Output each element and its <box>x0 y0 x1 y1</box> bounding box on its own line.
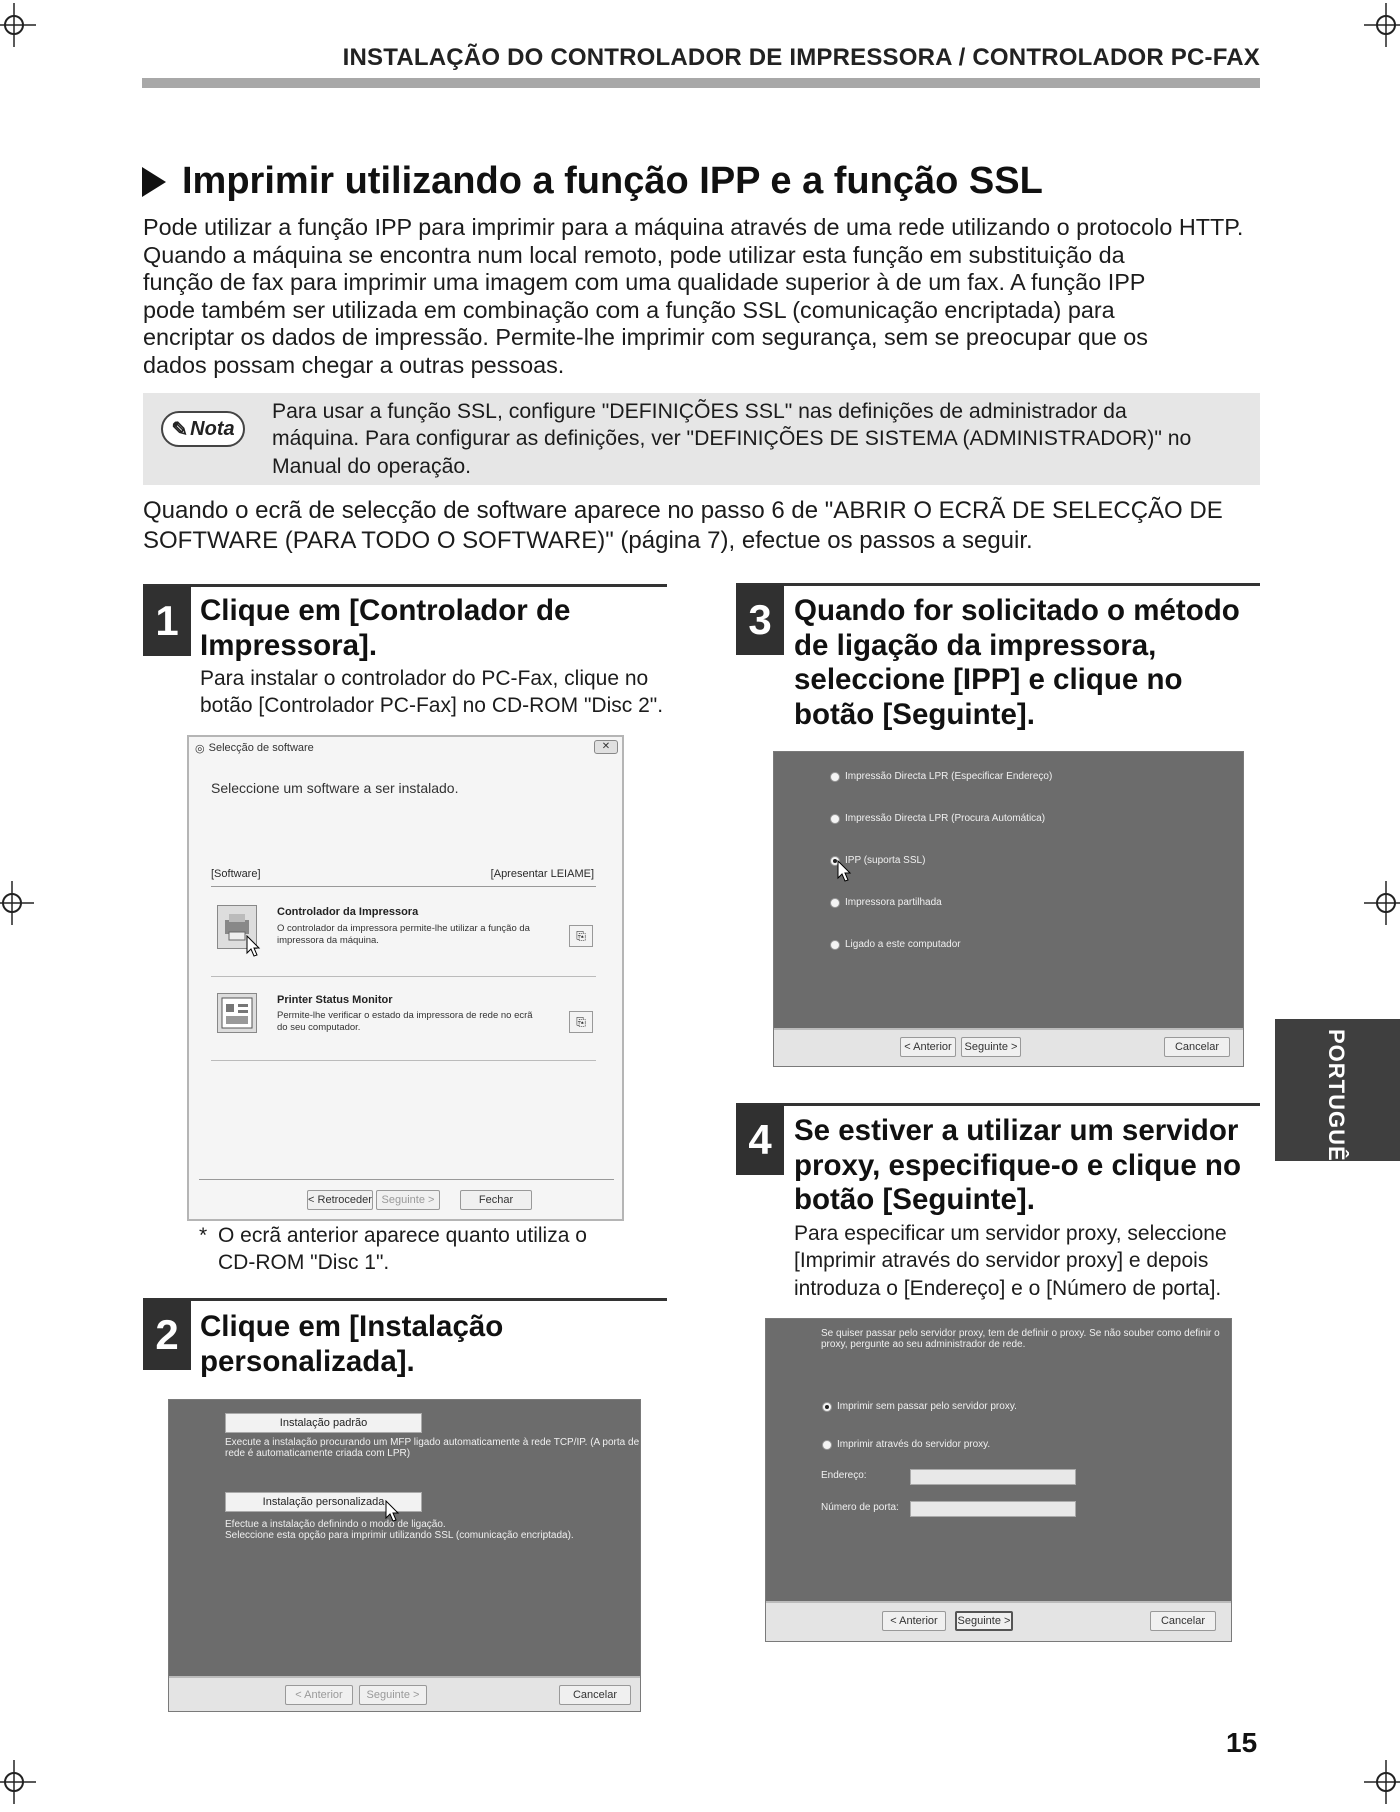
step-title-line: Se estiver a utilizar um servidor <box>794 1114 1239 1147</box>
step-title-line: personalizada]. <box>200 1344 415 1378</box>
note-text <box>272 398 1252 480</box>
previous-button: < Anterior <box>285 1685 353 1705</box>
crop-mark-icon <box>1364 1760 1400 1804</box>
step-rule <box>736 583 1260 586</box>
step-number: 3 <box>736 585 784 655</box>
lead-line: Quando o ecrã de selecção de software aparece no passo 6 de "ABRIR O ECRÃ DE SELECÇÃO DE <box>143 497 1223 524</box>
option-label: Impressão Directa LPR (Especificar Endereço) <box>845 771 1053 782</box>
step-4-title <box>794 1114 1241 1218</box>
radio-local[interactable] <box>830 940 840 950</box>
previous-button[interactable]: < Anterior <box>900 1037 956 1057</box>
step-1-title <box>200 594 570 663</box>
step-number: 4 <box>736 1105 784 1175</box>
intro-line: função de fax para imprimir uma imagem com uma qualidade superior à de um fax. A função IPP <box>143 269 1146 296</box>
proxy-info <box>821 1328 1220 1350</box>
step-desc-line: introduza o [Endereço] e o [Número de porta]. <box>794 1276 1222 1300</box>
note-line: Manual do operação. <box>272 454 472 478</box>
readme-button[interactable]: ⎘ <box>569 1011 593 1033</box>
step-3-title <box>794 594 1240 732</box>
option-label: Imprimir sem passar pelo servidor proxy. <box>837 1401 1017 1412</box>
printer-driver-title[interactable]: Controlador da Impressora <box>277 906 419 918</box>
intro-line: encriptar os dados de impressão. Permite-lhe imprimir com segurança, sem se preocupar que os <box>143 324 1148 351</box>
info-line: proxy, pergunte ao seu administrador de rede. <box>821 1339 1026 1350</box>
step-title-line: proxy, especifique-o e clique no <box>794 1148 1241 1182</box>
crop-mark-icon <box>1364 881 1400 925</box>
cancel-button[interactable]: Cancelar <box>1150 1611 1216 1631</box>
step-title-line: Clique em [Instalação <box>200 1310 504 1343</box>
step-number: 1 <box>143 586 191 656</box>
step-desc-line: Para instalar o controlador do PC-Fax, clique no <box>200 667 649 690</box>
button-bar <box>169 1676 640 1712</box>
status-monitor-desc <box>277 1010 533 1034</box>
triangle-bullet-icon <box>142 167 166 197</box>
radio-use-proxy[interactable] <box>822 1440 832 1450</box>
mouse-cursor-icon <box>837 860 853 884</box>
software-selection-window <box>187 735 624 1221</box>
desc-line: Seleccione esta opção para imprimir utilizando SSL (comunicação encriptada). <box>225 1530 574 1541</box>
language-tab-label: PORTUGUÊS <box>1324 1029 1349 1178</box>
port-field[interactable] <box>910 1501 1076 1517</box>
next-button: Seguinte > <box>376 1190 440 1210</box>
footnote-line: O ecrã anterior aparece quanto utiliza o <box>218 1224 587 1247</box>
cancel-button[interactable]: Cancelar <box>1164 1037 1230 1057</box>
note-badge <box>161 411 245 447</box>
footnote-line: CD-ROM "Disc 1". <box>218 1251 390 1275</box>
cd-icon: ◎ <box>195 742 205 755</box>
language-tab <box>1275 1019 1400 1178</box>
radio-no-proxy[interactable] <box>822 1402 832 1412</box>
step-title-line: Clique em [Controlador de <box>200 594 571 627</box>
readme-button[interactable]: ⎘ <box>569 925 593 947</box>
address-field[interactable] <box>910 1469 1076 1485</box>
step-rule <box>143 1298 667 1301</box>
intro-paragraph <box>143 214 1243 380</box>
desc-line: do seu computador. <box>277 1022 361 1033</box>
crop-mark-icon <box>0 1760 36 1804</box>
desc-line: Efectue a instalação definindo o modo de ligação. <box>225 1519 446 1530</box>
desc-line: O controlador da impressora permite-lhe utilizar a função da <box>277 923 530 934</box>
step-rule <box>143 584 667 587</box>
intro-line: pode também ser utilizada em combinação com a função SSL (comunicação encriptada) para <box>143 296 1115 323</box>
window-titlebar <box>189 737 622 759</box>
software-column-header: [Software] <box>211 868 261 880</box>
section-heading <box>142 160 1043 203</box>
radio-shared[interactable] <box>830 898 840 908</box>
step-number: 2 <box>143 1300 191 1370</box>
lead-line: SOFTWARE (PARA TODO O SOFTWARE)" (página 7), efectue os passos a seguir. <box>143 526 1033 554</box>
divider <box>211 1060 596 1061</box>
window-title: Selecção de software <box>208 742 314 754</box>
standard-install-button[interactable]: Instalação padrão <box>225 1413 422 1433</box>
option-label: Ligado a este computador <box>845 939 961 950</box>
step-title-line: Impressora]. <box>200 628 378 662</box>
divider <box>211 976 596 977</box>
desc-line: impressora da máquina. <box>277 935 379 946</box>
step-title-line: seleccione [IPP] e clique no <box>794 663 1183 696</box>
section-title: Imprimir utilizando a função IPP e a função SSL <box>182 160 1043 202</box>
step-desc-line: [Imprimir através do servidor proxy] e depois <box>794 1249 1209 1273</box>
step-rule <box>736 1103 1260 1106</box>
intro-line: Quando a máquina se encontra num local remoto, pode utilizar esta função em substituição da <box>143 241 1125 268</box>
crop-mark-icon <box>1364 3 1400 47</box>
page-number: 15 <box>1226 1727 1258 1758</box>
header-rule <box>142 78 1260 88</box>
step-desc-line: botão [Controlador PC-Fax] no CD-ROM "Disc 2". <box>200 694 664 718</box>
step-title-line: botão [Seguinte]. <box>794 697 1035 731</box>
lead-paragraph <box>143 496 1223 555</box>
step-2-title <box>200 1310 503 1379</box>
step-title-line: de ligação da impressora, <box>794 628 1157 662</box>
info-line: Se quiser passar pelo servidor proxy, tem de definir o proxy. Se não souber como definir o <box>821 1328 1220 1339</box>
crop-mark-icon <box>0 3 36 47</box>
next-button: Seguinte > <box>359 1685 427 1705</box>
pencil-icon: ✎ <box>171 418 189 441</box>
crop-mark-icon <box>0 881 34 925</box>
step-desc-line: Para especificar um servidor proxy, seleccione <box>794 1222 1227 1245</box>
note-box <box>143 393 1260 485</box>
divider <box>211 886 596 887</box>
connection-method-window <box>773 751 1244 1067</box>
footnote-mark: * <box>199 1224 208 1247</box>
desc-line: Permite-lhe verificar o estado da impressora de rede no ecrã <box>277 1010 533 1021</box>
radio-lpr-address[interactable] <box>830 772 840 782</box>
desc-line: Execute a instalação procurando um MFP ligado automaticamente à rede TCP/IP. (A porta de <box>225 1437 640 1448</box>
intro-line: Pode utilizar a função IPP para imprimir para a máquina através de uma rede utilizando o protocolo HTTP. <box>143 214 1244 240</box>
cancel-button[interactable]: Cancelar <box>559 1685 631 1705</box>
status-monitor-title[interactable]: Printer Status Monitor <box>277 994 393 1006</box>
mouse-cursor-icon <box>246 935 262 959</box>
back-button[interactable]: < Retroceder <box>307 1190 373 1210</box>
option-label: IPP (suporta SSL) <box>845 855 926 866</box>
step-title-line: Quando for solicitado o método <box>794 594 1240 627</box>
radio-lpr-auto[interactable] <box>830 814 840 824</box>
close-button[interactable]: Fechar <box>460 1190 532 1210</box>
intro-line: dados possam chegar a outras pessoas. <box>143 351 565 378</box>
option-label: Impressão Directa LPR (Procura Automática) <box>845 813 1046 824</box>
option-label: Imprimir através do servidor proxy. <box>837 1439 991 1450</box>
readme-column-header: [Apresentar LEIAME] <box>490 868 594 880</box>
step-title-line: botão [Seguinte]. <box>794 1183 1035 1216</box>
note-badge-label: Nota <box>190 417 235 440</box>
address-label: Endereço: <box>821 1470 867 1481</box>
custom-install-button[interactable]: Instalação personalizada <box>225 1492 422 1512</box>
status-monitor-icon[interactable] <box>217 993 257 1033</box>
installation-type-window <box>168 1399 641 1712</box>
proxy-settings-window <box>765 1318 1232 1642</box>
window-prompt: Seleccione um software a ser instalado. <box>211 780 459 796</box>
note-line: máquina. Para configurar as definições, ver "DEFINIÇÕES DE SISTEMA (ADMINISTRADOR)" no <box>272 427 1192 451</box>
button-bar <box>774 1028 1243 1067</box>
standard-install-desc <box>225 1437 639 1459</box>
step-1-footnote <box>218 1222 587 1277</box>
note-line: Para usar a função SSL, configure "DEFINIÇÕES SSL" nas definições de administrador da <box>272 400 1127 423</box>
divider <box>199 1179 614 1180</box>
port-label: Número de porta: <box>821 1502 899 1513</box>
next-button[interactable]: Seguinte > <box>955 1611 1013 1631</box>
printer-driver-desc <box>277 923 530 947</box>
running-header: INSTALAÇÃO DO CONTROLADOR DE IMPRESSORA / CONTROLADOR PC-FAX <box>342 44 1260 71</box>
next-button[interactable]: Seguinte > <box>961 1037 1021 1057</box>
close-icon[interactable]: ✕ <box>594 740 618 754</box>
option-label: Impressora partilhada <box>845 897 942 908</box>
step-1-description <box>200 665 663 720</box>
step-4-description <box>794 1220 1227 1302</box>
previous-button[interactable]: < Anterior <box>882 1611 946 1631</box>
desc-line: rede é automaticamente criada com LPR) <box>225 1448 411 1459</box>
button-bar <box>766 1601 1231 1642</box>
custom-install-desc <box>225 1519 574 1541</box>
